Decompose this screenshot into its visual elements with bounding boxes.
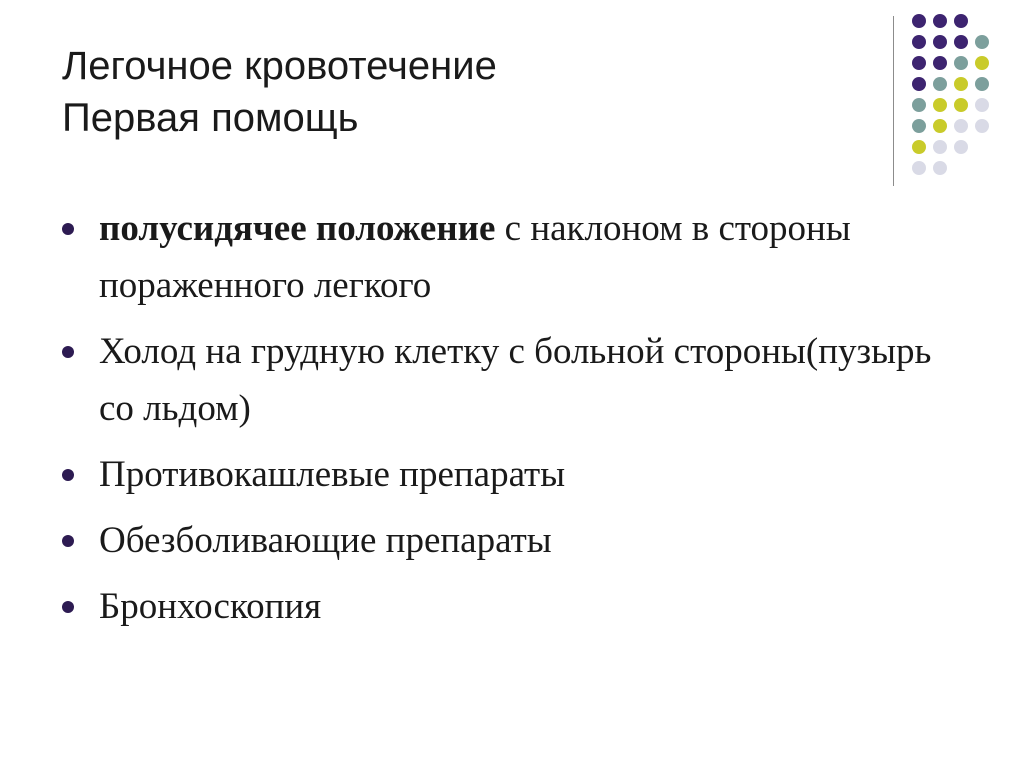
bullet-item-antitussive <box>62 446 942 503</box>
decorative-dot <box>933 56 947 70</box>
decorative-dot <box>954 119 968 133</box>
bullet-icon <box>62 601 74 613</box>
decorative-dot <box>933 35 947 49</box>
decorative-dot <box>975 77 989 91</box>
decorative-divider <box>893 16 894 186</box>
decorative-dot <box>954 35 968 49</box>
bullet-icon <box>62 346 74 358</box>
bullet-text: Обезболивающие препараты <box>99 520 552 561</box>
decorative-dot <box>975 35 989 49</box>
decorative-dot <box>912 77 926 91</box>
decorative-dot <box>975 119 989 133</box>
decorative-dot <box>912 14 926 28</box>
bullet-item-analgesic <box>62 512 942 569</box>
decorative-dot <box>912 56 926 70</box>
bullet-text: Холод на грудную клетку с больной стороны(пузырь со льдом) <box>99 331 932 429</box>
bullet-icon <box>62 535 74 547</box>
bullet-icon <box>62 223 74 235</box>
decorative-dot <box>933 98 947 112</box>
decorative-dot <box>912 140 926 154</box>
decorative-dot <box>954 14 968 28</box>
decorative-dot <box>912 98 926 112</box>
title-line-2: Первая помощь <box>62 96 359 140</box>
decorative-dot <box>933 119 947 133</box>
title-line-1: Легочное кровотечение <box>62 44 497 88</box>
decorative-dot <box>912 161 926 175</box>
decorative-dot <box>954 56 968 70</box>
decorative-dot <box>975 98 989 112</box>
decorative-dot <box>933 77 947 91</box>
decorative-dot <box>912 119 926 133</box>
bullet-item-semi-sitting <box>62 200 942 314</box>
bullet-item-cold <box>62 323 942 437</box>
decorative-dot <box>954 140 968 154</box>
bullet-item-bronchoscopy <box>62 578 942 635</box>
decorative-dot <box>954 98 968 112</box>
bullet-text-bold: полусидячее положение <box>99 208 496 249</box>
bullet-list <box>62 200 942 644</box>
decorative-dot <box>933 14 947 28</box>
bullet-text: Противокашлевые препараты <box>99 454 566 495</box>
decorative-dot <box>912 35 926 49</box>
decorative-dot <box>933 140 947 154</box>
decorative-dot <box>975 56 989 70</box>
bullet-text: с наклоном в стороны пораженного легкого <box>99 208 851 306</box>
bullet-text: Бронхоскопия <box>99 586 322 627</box>
bullet-icon <box>62 469 74 481</box>
decorative-dot <box>954 77 968 91</box>
decorative-dot <box>933 161 947 175</box>
slide-title <box>62 40 842 144</box>
